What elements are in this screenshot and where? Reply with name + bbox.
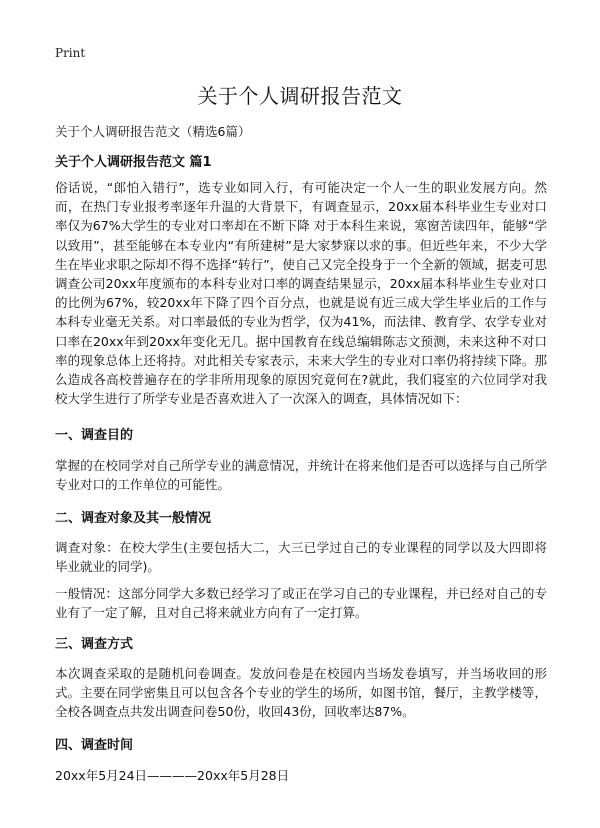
section-title: 关于个人调研报告范文 篇1	[55, 155, 212, 170]
print-link[interactable]: Print	[55, 46, 86, 60]
intro-paragraph: 俗话说，“郎怕入错行”，选专业如同入行，有可能决定一个人一生的职业发展方向。然而，在热门专业报考率逐年升温的大背景下，有调查显示，20xx届本科毕业生专业对口率仅为67%大学生的专业对口率却在不断下降 对于本科生来说，寒窗苦读四年，能够“学以致用”，甚至能够在本专业内“有所建树”是大家梦寐以求的事。但近些年来，不少大学生在毕业求职之际却不得不选择“转行”，使自己又完全投身于一个全新的领域，据麦可思调查公司20xx年度颁布的本科专业对口率的调查结果显示，20xx届本科毕业生专业对口的比例为67%，较20xx年下降了四个百分点，也就是说有近三成大学生毕业后的工作与本科专业毫无关系。对口率最低的专业为哲学，仅为41%，而法律、教育学、农学专业对口率在20xx年到20xx年变化无几。据中国教育在线总编辑陈志文预测，未来这种不对口率的现象总体上还将持。对此相关专家表示，未来大学生的专业对口率仍将持续下降。那么造成各高校普遍存在的学非所用现象的原因究竟何在?就此，我们寝室的六位同学对我校大学生进行了所学专业是否喜欢进入了一次深入的调查，具体情况如下：	[55, 180, 547, 407]
page-title: 关于个人调研报告范文	[197, 84, 403, 108]
heading-purpose: 一、调查目的	[55, 428, 134, 443]
heading-method: 三、调查方式	[55, 637, 134, 652]
heading-subjects: 二、调查对象及其一般情况	[55, 511, 212, 526]
subjects-paragraph: 调查对象：在校大学生(主要包括大二，大三已学过自己的专业课程的同学以及大四即将毕业就业的同学)。	[55, 540, 547, 575]
method-paragraph: 本次调查采取的是随机问卷调查。发放问卷是在校园内当场发卷填写，并当场收回的形式。主要在同学密集且可以包含各个专业的学生的场所，如图书馆，餐厅，主教学楼等，全校各调查点共发出调查问卷50份，收回43份，回收率达87%。	[55, 666, 547, 720]
document-subtitle: 关于个人调研报告范文（精选6篇）	[55, 124, 251, 139]
time-paragraph: 20xx年5月24日————20xx年5月28日	[55, 768, 290, 783]
general-situation-paragraph: 一般情况：这部分同学大多数已经学习了或正在学习自己的专业课程，并已经对自己的专业有了一定了解，且对自己将来就业方向有了一定打算。	[55, 586, 547, 621]
heading-time: 四、调查时间	[55, 738, 134, 753]
purpose-paragraph: 掌握的在校同学对自己所学专业的满意情况，并统计在将来他们是否可以选择与自己所学专业对口的工作单位的可能性。	[55, 458, 547, 493]
